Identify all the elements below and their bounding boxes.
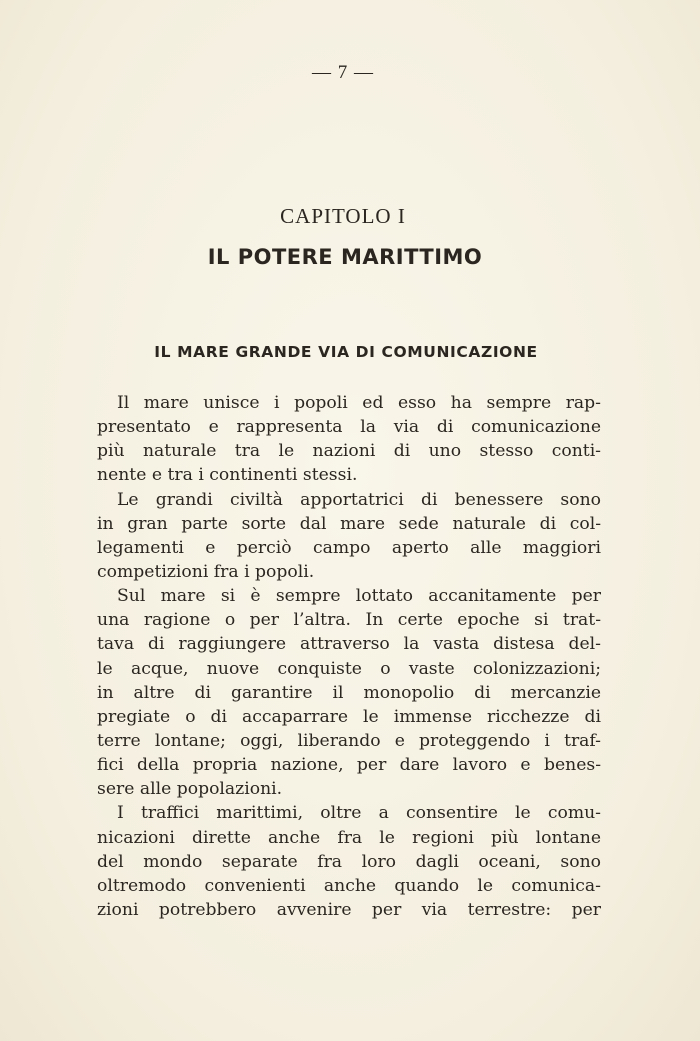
text-line: zioni potrebbero avvenire per via terrestre: per [97, 899, 601, 920]
text-line: le acque, nuove conquiste o vaste colonizzazioni; [97, 658, 601, 679]
text-line: presentato e rappresenta la via di comunicazione [97, 417, 601, 438]
body-text [97, 391, 601, 922]
text-line: nicazioni dirette anche fra le regioni più lontane [97, 827, 601, 848]
text-line: Sul mare si è sempre lottato accanitamente per [117, 586, 601, 607]
chapter-title: IL POTERE MARITTIMO [207, 245, 483, 269]
text-line: legamenti e perciò campo aperto alle maggiori [97, 537, 601, 558]
text-line: Il mare unisce i popoli ed esso ha sempre rap- [117, 393, 601, 413]
text-line: terre lontane; oggi, liberando e proteggendo i traf- [97, 730, 601, 751]
text-line: oltremodo convenienti anche quando le comunica- [97, 875, 601, 896]
page-number: — 7 — [312, 62, 374, 83]
text-line: nente e tra i continenti stessi. [97, 465, 358, 486]
text-line: fici della propria nazione, per dare lavoro e benes- [97, 755, 601, 776]
text-line: più naturale tra le nazioni di uno stesso conti- [97, 441, 601, 462]
section-heading: IL MARE GRANDE VIA DI COMUNICAZIONE [154, 343, 538, 361]
text-line: in altre di garantire il monopolio di mercanzie [97, 682, 601, 703]
text-line: pregiate o di accaparrare le immense ricchezze di [97, 706, 601, 727]
text-line: competizioni fra i popoli. [97, 561, 315, 582]
text-line: I traffici marittimi, oltre a consentire le comu- [117, 803, 601, 824]
text-line: del mondo separate fra loro dagli oceani, sono [97, 851, 601, 872]
text-line: sere alle popolazioni. [97, 779, 283, 800]
text-line: Le grandi civiltà apportatrici di benessere sono [117, 489, 601, 510]
text-line: tava di raggiungere attraverso la vasta distesa del- [97, 634, 601, 655]
chapter-label: CAPITOLO I [280, 204, 406, 228]
text-line: una ragione o per l’altra. In certe epoche si trat- [97, 610, 601, 631]
text-line: in gran parte sorte dal mare sede naturale di col- [97, 513, 601, 534]
